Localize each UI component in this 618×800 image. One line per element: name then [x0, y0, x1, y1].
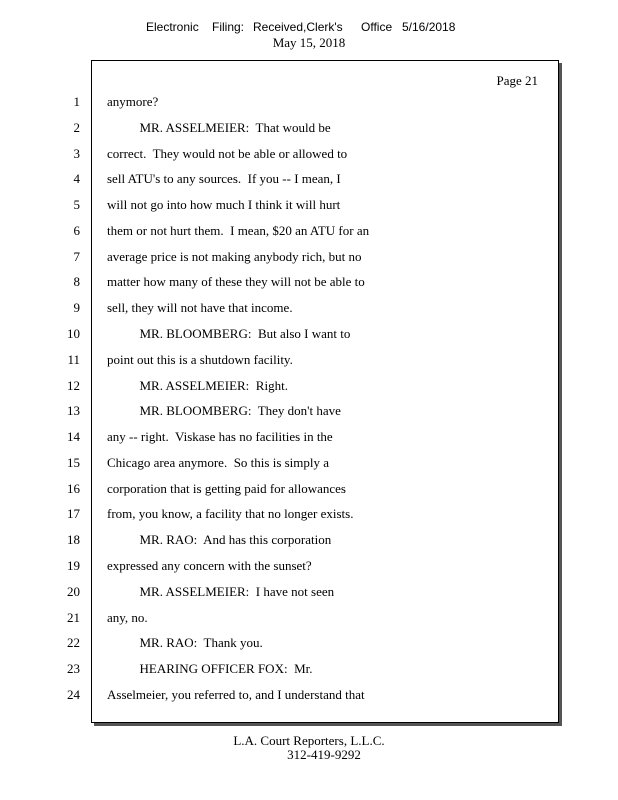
line-text: Asselmeier, you referred to, and I understand that	[107, 687, 365, 702]
line-number: 8	[73, 274, 80, 289]
line-text: matter how many of these they will not be able to	[107, 274, 365, 289]
line-number: 4	[73, 171, 80, 186]
page-number: Page 21	[496, 73, 538, 88]
line-text: MR. RAO: Thank you.	[107, 635, 263, 650]
line-text: sell ATU's to any sources. If you -- I mean, I	[107, 171, 341, 186]
stamp-date: 5/16/2018	[402, 20, 456, 34]
line-text: MR. BLOOMBERG: But also I want to	[107, 326, 351, 341]
stamp-filing: Filing:	[212, 20, 245, 34]
line-number: 23	[67, 661, 80, 676]
line-text: MR. RAO: And has this corporation	[107, 532, 332, 547]
line-number: 11	[67, 352, 80, 367]
line-number: 22	[67, 635, 80, 650]
line-text: any -- right. Viskase has no facilities in the	[107, 429, 333, 444]
line-number: 6	[73, 223, 80, 238]
line-text: correct. They would not be able or allowed to	[107, 146, 348, 161]
line-text: MR. BLOOMBERG: They don't have	[107, 403, 341, 418]
footer-company: L.A. Court Reporters, L.L.C.	[233, 733, 385, 748]
line-text: Chicago area anymore. So this is simply a	[107, 455, 330, 470]
line-text: MR. ASSELMEIER: I have not seen	[107, 584, 335, 599]
line-number: 16	[67, 481, 80, 496]
line-text: expressed any concern with the sunset?	[107, 558, 312, 573]
line-number: 5	[73, 197, 80, 212]
line-number: 14	[67, 429, 80, 444]
line-number: 15	[67, 455, 80, 470]
line-number: 21	[67, 610, 80, 625]
line-text: MR. ASSELMEIER: That would be	[107, 120, 331, 135]
line-number: 18	[67, 532, 80, 547]
stamp-office: Office	[361, 20, 393, 34]
stamp-received: Received,Clerk's	[253, 20, 343, 34]
line-number: 3	[73, 146, 80, 161]
line-text: average price is not making anybody rich, but no	[107, 249, 362, 264]
line-number: 13	[67, 403, 80, 418]
line-text: sell, they will not have that income.	[107, 300, 293, 315]
line-number: 24	[67, 687, 80, 702]
line-number: 9	[73, 300, 80, 315]
line-text: them or not hurt them. I mean, $20 an ATU for an	[107, 223, 370, 238]
line-number: 10	[67, 326, 80, 341]
line-number: 19	[67, 558, 80, 573]
line-number: 2	[73, 120, 80, 135]
line-number: 7	[73, 249, 80, 264]
line-number: 20	[67, 584, 80, 599]
line-text: HEARING OFFICER FOX: Mr.	[107, 661, 313, 676]
line-number: 17	[67, 506, 80, 521]
transcript-date: May 15, 2018	[272, 35, 346, 50]
line-text: corporation that is getting paid for allowances	[107, 481, 346, 496]
footer-phone: 312-419-9292	[287, 747, 361, 762]
line-number: 1	[73, 94, 80, 109]
stamp-electronic: Electronic	[146, 20, 199, 34]
line-text: will not go into how much I think it will hurt	[107, 197, 341, 212]
line-text: from, you know, a facility that no longer exists.	[107, 506, 354, 521]
line-text: MR. ASSELMEIER: Right.	[107, 378, 288, 393]
line-number: 12	[67, 378, 80, 393]
line-text: point out this is a shutdown facility.	[107, 352, 293, 367]
line-text: any, no.	[107, 610, 148, 625]
line-text: anymore?	[107, 94, 159, 109]
